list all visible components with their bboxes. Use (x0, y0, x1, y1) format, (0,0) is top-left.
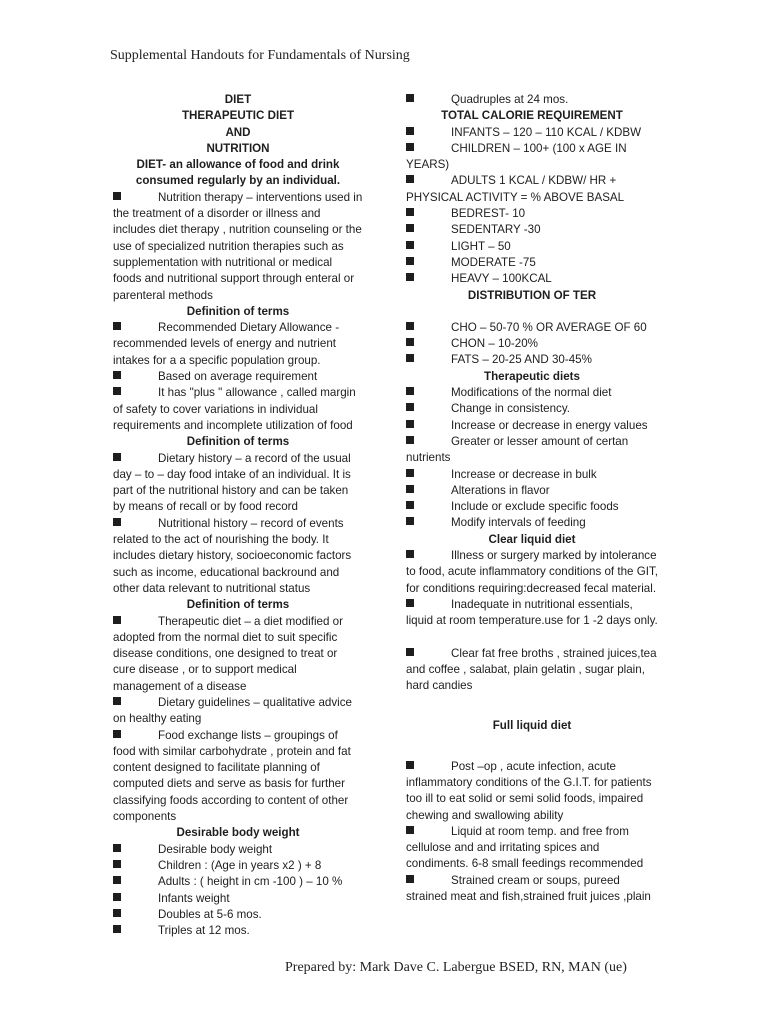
list-item: Children : (Age in years x2 ) + 8 (113, 858, 363, 874)
list-item: CHON – 10-20% (406, 336, 658, 352)
bullet-icon (406, 354, 414, 362)
list-item: Nutrition therapy – interventions used in the treatment of a disorder or illness and includes diet therapy , nutrition counseling or the use of specialized nutrition therapies such as supplementation with nutritional or medical foods and nutritional support through enteral or parenteral methods (113, 190, 363, 302)
bullet-icon (406, 761, 414, 769)
section-heading: TOTAL CALORIE REQUIREMENT (441, 109, 623, 123)
section-heading: Definition of terms (186, 598, 290, 612)
list-item: CHILDREN – 100+ (100 x AGE IN YEARS) (406, 141, 627, 172)
left-column (113, 92, 363, 939)
section-heading: Clear liquid diet (488, 532, 576, 546)
bullet-icon (406, 648, 414, 656)
bullet-icon (406, 403, 414, 411)
bullet-icon (406, 241, 414, 249)
list-item: LIGHT – 50 (406, 239, 658, 255)
bullet-icon (113, 925, 121, 933)
section-heading: Therapeutic diets (484, 369, 580, 383)
list-item: Doubles at 5-6 mos. (113, 907, 363, 923)
bullet-icon (406, 127, 414, 135)
list-item: Nutritional history – record of events related to the act of nourishing the body. It includes dietary history, socioeconomic factors such as income, educational backround and other data relevant to nutritional status (113, 516, 352, 595)
diet-definition: DIET- an allowance of food and drink consumed regularly by an individual. (135, 158, 341, 188)
right-column (406, 92, 658, 905)
list-item: Alterations in flavor (406, 483, 658, 499)
bullet-icon (113, 518, 121, 526)
list-item: Increase or decrease in bulk (406, 467, 658, 483)
bullet-icon (406, 469, 414, 477)
list-item: Inadequate in nutritional essentials, liquid at room temperature.use for 1 -2 days only. (406, 597, 658, 628)
bullet-icon (113, 844, 121, 852)
bullet-icon (113, 730, 121, 738)
bullet-icon (406, 273, 414, 281)
bullet-icon (406, 501, 414, 509)
list-item: Illness or surgery marked by intolerance to food, acute inflammatory conditions of the GIT, for conditions requiring:decreased fecal material. (406, 549, 658, 595)
list-item: INFANTS – 120 – 110 KCAL / KDBW (406, 125, 658, 141)
bullet-icon (113, 453, 121, 461)
bullet-icon (406, 420, 414, 428)
title-and: AND (225, 125, 251, 139)
title-nutrition: NUTRITION (206, 141, 270, 155)
page-footer: Prepared by: Mark Dave C. Labergue BSED, RN, MAN (ue) (285, 960, 627, 975)
bullet-icon (406, 517, 414, 525)
bullet-icon (406, 436, 414, 444)
section-heading: Definition of terms (186, 435, 290, 449)
bullet-icon (113, 876, 121, 884)
list-item: Therapeutic diet – a diet modified or adopted from the normal diet to suit specific disease conditions, one designed to treat or cure disease , or to support medical management of a disease (113, 614, 343, 693)
list-item: Strained cream or soups, pureed strained meat and fish,strained fruit juices ,plain (406, 873, 651, 904)
list-item: Greater or lesser amount of certan nutrients (406, 434, 629, 465)
list-item: Increase or decrease in energy values (406, 418, 658, 434)
list-item: Include or exclude specific foods (406, 499, 658, 515)
list-item: Clear fat free broths , strained juices,tea and coffee , salabat, plain gelatin , sugar plain, hard candies (406, 646, 657, 693)
bullet-icon (406, 826, 414, 834)
bullet-icon (406, 875, 414, 883)
bullet-icon (113, 909, 121, 917)
bullet-icon (406, 338, 414, 346)
page-header: Supplemental Handouts for Fundamentals of Nursing (110, 48, 410, 63)
list-item: It has "plus " allowance , called margin of safety to cover variations in individual requirements and incomplete utilization of food (113, 386, 356, 432)
list-item: Liquid at room temp. and free from cellulose and and irritating spices and condiments. 6-8 small feedings recommended (406, 824, 644, 871)
list-item: Modifications of the normal diet (406, 385, 658, 401)
bullet-icon (113, 616, 121, 624)
bullet-icon (406, 143, 414, 151)
list-item: BEDREST- 10 (406, 206, 658, 222)
title-therapeutic-diet: THERAPEUTIC DIET (181, 109, 295, 123)
bullet-icon (406, 485, 414, 493)
list-item: FATS – 20-25 AND 30-45% (406, 352, 658, 368)
title-diet: DIET (224, 93, 252, 106)
bullet-icon (406, 322, 414, 330)
list-item: Change in consistency. (406, 401, 658, 417)
bullet-icon (113, 322, 121, 330)
list-item: Infants weight (113, 891, 363, 907)
section-heading: Desirable body weight (176, 826, 300, 840)
list-item: HEAVY – 100KCAL (406, 271, 658, 287)
list-item: SEDENTARY -30 (406, 222, 658, 238)
list-item: Desirable body weight (113, 842, 363, 858)
list-item: Dietary history – a record of the usual day – to – day food intake of an individual. It is part of the nutritional history and can be taken by means of recall or by food record (113, 451, 351, 514)
bullet-icon (406, 257, 414, 265)
bullet-icon (406, 224, 414, 232)
section-heading: Definition of terms (186, 304, 290, 318)
bullet-icon (113, 192, 121, 200)
list-item: ADULTS 1 KCAL / KDBW/ HR + PHYSICAL ACTIVITY = % ABOVE BASAL (406, 174, 625, 204)
bullet-icon (113, 371, 121, 379)
bullet-icon (113, 860, 121, 868)
list-item: Modify intervals of feeding (406, 515, 658, 531)
bullet-icon (406, 208, 414, 216)
bullet-icon (406, 599, 414, 607)
section-heading: Full liquid diet (492, 719, 572, 733)
list-item: MODERATE -75 (406, 255, 658, 271)
list-item: Adults : ( height in cm -100 ) – 10 % (113, 874, 363, 890)
bullet-icon (113, 893, 121, 901)
section-heading: DISTRIBUTION OF TER (467, 288, 597, 302)
bullet-icon (113, 387, 121, 395)
bullet-icon (406, 175, 414, 183)
list-item: Recommended Dietary Allowance - recommended levels of energy and nutrient intakes for a a specific population group. (113, 321, 340, 367)
list-item: CHO – 50-70 % OR AVERAGE OF 60 (406, 320, 658, 336)
bullet-icon (113, 697, 121, 705)
list-item: Post –op , acute infection, acute inflammatory conditions of the G.I.T. for patients too ill to eat solid or semi solid foods, impaired chewing and swallowing ability (406, 759, 652, 822)
list-item: Based on average requirement (113, 369, 363, 385)
bullet-icon (406, 550, 414, 558)
bullet-icon (406, 94, 414, 102)
list-item: Triples at 12 mos. (113, 923, 363, 939)
bullet-icon (406, 387, 414, 395)
list-item: Food exchange lists – groupings of food with similar carbohydrate , protein and fat content designed to facilitate planning of computed diets and serve as basis for further classifying foods according to content of other components (113, 728, 351, 824)
list-item: Dietary guidelines – qualitative advice on healthy eating (113, 695, 352, 726)
list-item: Quadruples at 24 mos. (406, 92, 658, 108)
